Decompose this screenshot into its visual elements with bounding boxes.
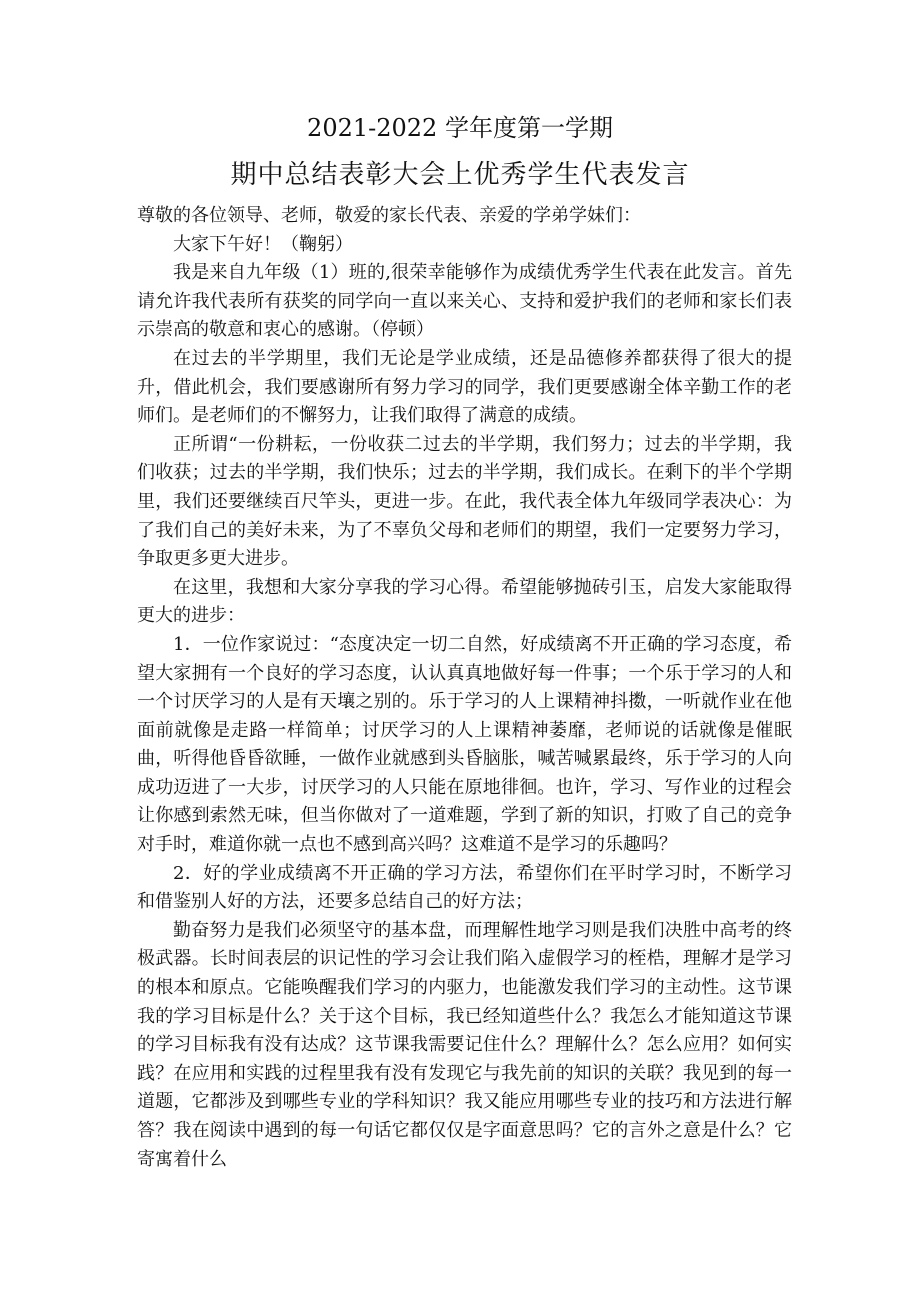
body-paragraph: 勤奋努力是我们必须坚守的基本盘，而理解性地学习则是我们决胜中高考的终极武器。长时间表层的识记性的学习会让我们陷入虚假学习的桎梏，理解才是学习的根本和原点。它能唤醒我们学习的内驱力，也能激发我们学习的主动性。这节课我的学习目标是什么？关于这个目标，我已经知道些什么？我怎么才能知道这节课的学习目标我有没有达成？这节课我需要记住什么？理解什么？怎么应用？如何实践？在应用和实践的过程里我有没有发现它与我先前的知识的关联？我见到的每一道题，它都涉及到哪些专业的学科知识？我又能应用哪些专业的技巧和方法进行解答？我在阅读中遇到的每一句话它都仅仅是字面意思吗？它的言外之意是什么？它寄寓着什么 — [137, 919, 792, 1170]
document-title-main: 期中总结表彰大会上优秀学生代表发言 — [230, 160, 690, 190]
greeting-paragraph: 大家下午好！（鞠躬） — [173, 233, 353, 255]
list-item-paragraph: 1．一位作家说过：“态度决定一切二自然，好成绩离不开正确的学习态度，希望大家拥有一个良好的学习态度，认认真真地做好每一件事；一个乐于学习的人和一个讨厌学习的人是有天壤之别的。乐于学习的人上课精神抖擞，一听就作业在他面前就像是走路一样简单；讨厌学习的人上课精神萎靡，老师说的话就像是催眠曲，听得他昏昏欲睡，一做作业就感到头昏脑胀，喊苦喊累最终，乐于学习的人向成功迈进了一大步，讨厌学习的人只能在原地徘徊。也许，学习、写作业的过程会让你感到索然无味，但当你做对了一道难题，学到了新的知识，打败了自己的竞争对手时，难道你就一点也不感到高兴吗？这难道不是学习的乐趣吗？ — [137, 633, 792, 856]
list-item-paragraph: 2．好的学业成绩离不开正确的学习方法，希望你们在平时学习时，不断学习和借鉴别人好的方法，还要多总结自己的好方法； — [137, 862, 792, 913]
body-paragraph: 在过去的半学期里，我们无论是学业成绩，还是品德修养都获得了很大的提升，借此机会，我们要感谢所有努力学习的同学，我们更要感谢全体辛勤工作的老师们。是老师们的不懈努力，让我们取得了满意的成绩。 — [137, 347, 792, 427]
document-title-year: 2021-2022 学年度第一学期 — [307, 114, 613, 142]
document-body — [137, 202, 792, 1174]
body-paragraph: 正所谓“一份耕耘，一份收获二过去的半学期，我们努力；过去的半学期，我们收获；过去的半学期，我们快乐；过去的半学期，我们成长。在剩下的半个学期里，我们还要继续百尺竿头，更进一步。在此，我代表全体九年级同学表决心：为了我们自己的美好未来，为了不辜负父母和老师们的期望，我们一定要努力学习，争取更多更大进步。 — [137, 433, 792, 570]
salutation-paragraph: 尊敬的各位领导、老师，敬爱的家长代表、亲爱的学弟学妹们： — [137, 205, 641, 226]
body-paragraph: 在这里，我想和大家分享我的学习心得。希望能够抛砖引玉，启发大家能取得更大的进步： — [137, 576, 792, 627]
body-paragraph: 我是来自九年级（1）班的,很荣幸能够作为成绩优秀学生代表在此发言。首先请允许我代表所有获奖的同学向一直以来关心、支持和爱护我们的老师和家长们表示崇高的敬意和衷心的感谢。（停顿） — [137, 262, 792, 341]
